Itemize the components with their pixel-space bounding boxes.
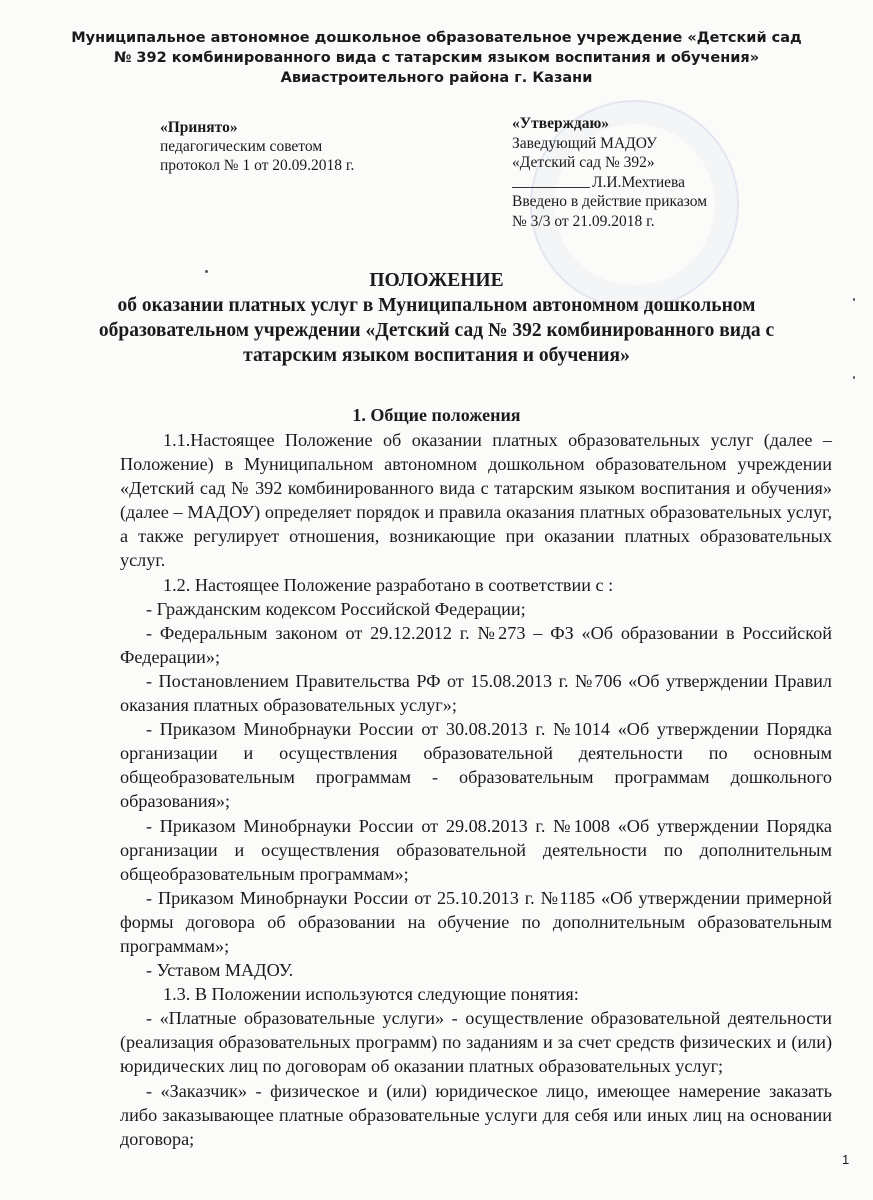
list-item: - Приказом Минобрнауки России от 29.08.2013 г. №1008 «Об утверждении Порядка организации и осуществления образовательной деятельности по дополнительным общеобразовательным программам»;: [120, 815, 832, 884]
approved-line: «Детский сад № 392»: [512, 154, 655, 171]
accepted-line: педагогическим советом: [160, 138, 323, 155]
paragraph: 1.1.Настоящее Положение об оказании платных образовательных услуг (далее – Положение) в Муниципальном автономном дошкольном образовательном учреждении «Детский сад № 392 комбинированного вида с татарским языком воспитания и обучения» (далее – МАДОУ) определяет порядок и правила оказания платных образовательных услуг, а также регулирует отношения, возникающие при оказании платных образовательных услуг.: [120, 430, 832, 571]
list-item: - Гражданским кодексом Российской Федерации;: [146, 598, 526, 619]
section-body: [120, 428, 832, 1151]
accepted-block: [160, 118, 460, 175]
title-subtitle: образовательном учреждении «Детский сад № 392 комбинированного вида с: [98, 320, 775, 341]
list-item: - Уставом МАДОУ.: [146, 960, 294, 981]
paragraph: 1.2. Настоящее Положение разработано в соответствии с :: [163, 574, 614, 595]
header-line: Авиастроительного района г. Казани: [280, 70, 593, 86]
page-number: 1: [842, 1152, 850, 1167]
header-line: Муниципальное автономное дошкольное образовательное учреждение «Детский сад: [71, 30, 802, 46]
title-subtitle: об оказании платных услуг в Муниципальном автономном дошкольном: [117, 295, 756, 316]
signature-line: Л.И.Мехтиева: [512, 173, 812, 193]
paragraph: 1.3. В Положении используются следующие понятия:: [163, 984, 579, 1005]
list-item: - Постановлением Правительства РФ от 15.08.2013 г. №706 «Об утверждении Правил оказания платных образовательных услуг»;: [120, 670, 832, 716]
scan-speck: [205, 270, 208, 273]
scan-speck: [853, 298, 855, 301]
approved-line: Введено в действие приказом: [512, 193, 708, 210]
approved-line: № 3/3 от 21.09.2018 г.: [512, 212, 655, 230]
list-item: - Федеральным законом от 29.12.2012 г. №273 – ФЗ «Об образовании в Российской Федерации»;: [120, 622, 832, 667]
accepted-label: «Принято»: [160, 119, 238, 136]
title-subtitle: татарским языком воспитания и обучения»: [243, 345, 630, 366]
approved-block: [512, 114, 812, 231]
approved-label: «Утверждаю»: [512, 115, 610, 132]
title-main: ПОЛОЖЕНИЕ: [369, 270, 504, 291]
scan-speck: [853, 376, 855, 379]
section-title: 1. Общие положения: [352, 405, 521, 425]
accepted-line: протокол № 1 от 20.09.2018 г.: [160, 157, 355, 174]
list-item: - «Заказчик» - физическое и (или) юридическое лицо, имеющее намерение заказать либо заказывающее платные образовательные услуги для себя или иных лиц на основании договора;: [120, 1080, 832, 1149]
list-item: - Приказом Минобрнауки России от 30.08.2013 г. №1014 «Об утверждении Порядка организации и осуществления образовательной деятельности по основным общеобразовательным программам - образовательным программам дошкольного образования»;: [120, 719, 832, 812]
list-item: - Приказом Минобрнауки России от 25.10.2013 г. №1185 «Об утверждении примерной формы договора об образовании на обучение по дополнительным образовательным программам»;: [120, 887, 832, 956]
organization-header: [60, 28, 813, 88]
approved-line: Заведующий МАДОУ: [512, 134, 658, 152]
header-line: № 392 комбинированного вида с татарским языком воспитания и обучения»: [113, 50, 760, 66]
list-item: - «Платные образовательные услуги» - осуществление образовательной деятельности (реализация образовательных программ) по заданиям и за счет средств физических и (или) юридических лиц по договорам об оказании платных образовательных услуг;: [120, 1008, 832, 1077]
document-title: [60, 268, 813, 368]
